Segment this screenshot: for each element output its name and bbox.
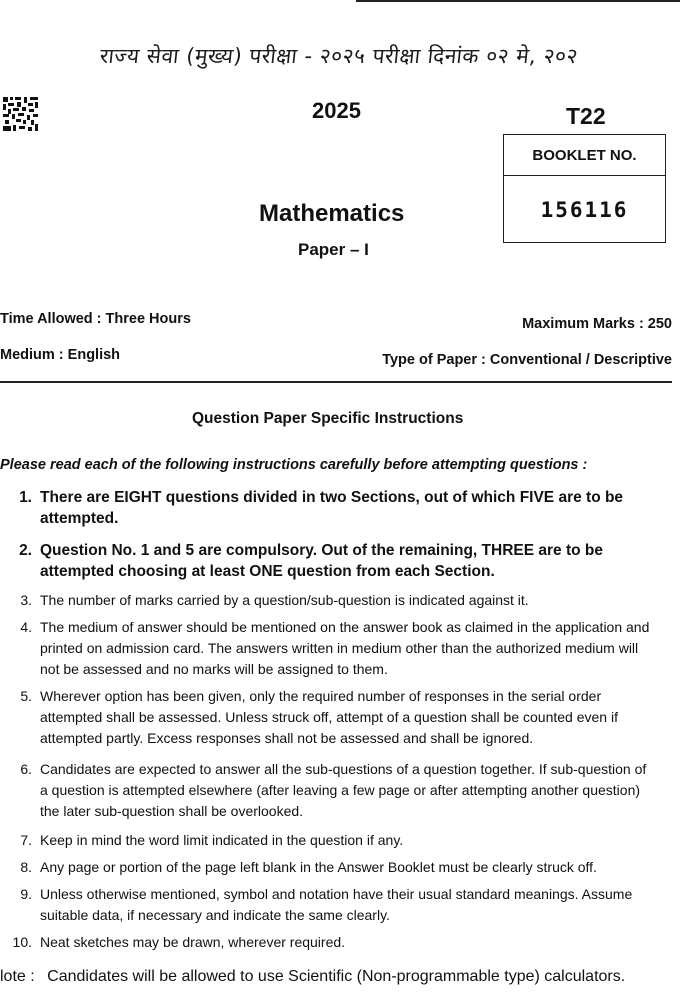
- subject-title: Mathematics: [259, 200, 405, 227]
- instruction-text: The number of marks carried by a question/sub-question is indicated against it.: [40, 592, 529, 608]
- instruction-text: Keep in mind the word limit indicated in the question if any.: [40, 832, 404, 848]
- instruction-number: 4.: [20, 619, 32, 635]
- instruction-item: [0, 884, 655, 926]
- instruction-item: [0, 686, 655, 749]
- instruction-number: 10.: [12, 934, 32, 950]
- instruction-item: [0, 590, 655, 611]
- instruction-item: [0, 540, 655, 582]
- instruction-number: 7.: [20, 832, 32, 848]
- handwritten-exam-note: राज्य सेवा (मुख्य) परीक्षा - २०२५ परीक्षा दिनांक ०२ मे, २०२: [98, 44, 580, 68]
- instruction-text: Neat sketches may be drawn, wherever required.: [40, 934, 346, 950]
- instruction-text: The medium of answer should be mentioned on the answer book as claimed in the application and printed on admission card. The answers written in medium other than the authorized medium will not be assessed and no marks will be assigned to them.: [40, 619, 650, 677]
- divider-line: [0, 381, 672, 383]
- calculator-note: [0, 968, 625, 986]
- instruction-number: 1.: [19, 489, 32, 506]
- qr-code-icon: [2, 96, 40, 132]
- instruction-number: 5.: [20, 688, 32, 704]
- time-allowed: Time Allowed : Three Hours: [0, 311, 191, 327]
- instruction-text: Question No. 1 and 5 are compulsory. Out of the remaining, THREE are to be attempted choosing at least ONE question from each Section.: [40, 542, 603, 580]
- instruction-number: 3.: [20, 592, 32, 608]
- instruction-item: [0, 487, 655, 529]
- instruction-item: [0, 857, 655, 878]
- instruction-number: 8.: [20, 859, 32, 875]
- instruction-text: Wherever option has been given, only the required number of responses in the serial order attempted shall be assessed. Unless struck off, attempt of a question shall be counted even if attempted partly. Excess responses shall not be assessed and shall be ignored.: [40, 688, 618, 746]
- maximum-marks: Maximum Marks : 250: [522, 316, 672, 332]
- instruction-item: [0, 759, 655, 822]
- type-of-paper: Type of Paper : Conventional / Descriptive: [382, 352, 672, 368]
- instruction-text: There are EIGHT questions divided in two Sections, out of which FIVE are to be attempted.: [40, 489, 624, 527]
- instruction-item: [0, 830, 655, 851]
- booklet-number-box: [503, 134, 666, 243]
- instructions-intro: Please read each of the following instructions carefully before attempting questions :: [0, 457, 588, 473]
- note-label: lote :: [0, 968, 35, 985]
- paper-title: Paper – I: [298, 240, 369, 259]
- booklet-number: 156116: [540, 198, 629, 222]
- instruction-text: Unless otherwise mentioned, symbol and notation have their usual standard meanings. Assume suitable data, if necessary and indicate the same clearly.: [40, 886, 633, 923]
- medium: Medium : English: [0, 347, 121, 363]
- instruction-number: 6.: [20, 761, 32, 777]
- instruction-item: [0, 617, 655, 680]
- booklet-label: BOOKLET NO.: [504, 135, 665, 176]
- note-text: Candidates will be allowed to use Scientific (Non-programmable type) calculators.: [47, 968, 626, 985]
- paper-code: T22: [566, 103, 606, 129]
- instruction-text: Candidates are expected to answer all the sub-questions of a question together. If sub-question of a question is attempted elsewhere (after leaving a few page or after attempting another question) the later sub-question shall be overlooked.: [40, 761, 647, 819]
- instruction-number: 9.: [20, 886, 32, 902]
- instruction-item: [0, 932, 655, 953]
- instruction-number: 2.: [19, 542, 32, 559]
- instructions-title: Question Paper Specific Instructions: [192, 410, 464, 427]
- top-border-line: [356, 0, 680, 2]
- instruction-text: Any page or portion of the page left blank in the Answer Booklet must be clearly struck off.: [40, 859, 597, 875]
- exam-year: 2025: [312, 98, 361, 123]
